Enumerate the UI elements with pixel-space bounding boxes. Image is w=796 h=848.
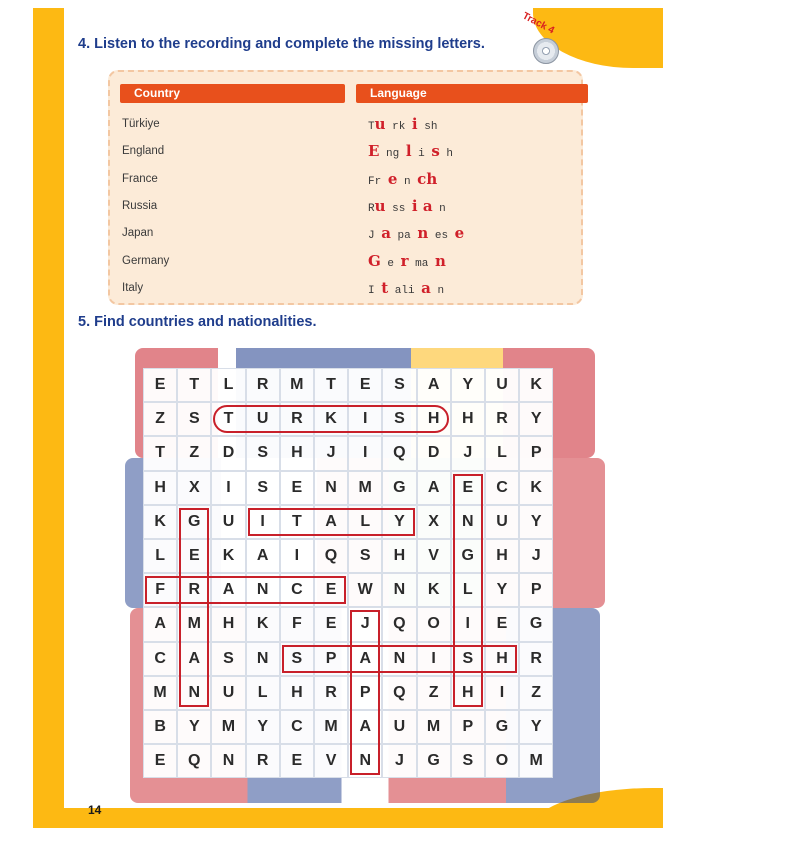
given-letters: i (411, 148, 432, 161)
grid-cell[interactable]: H (143, 471, 177, 505)
grid-cell[interactable]: T (314, 368, 348, 402)
grid-cell[interactable]: L (211, 368, 245, 402)
grid-cell[interactable]: A (143, 607, 177, 641)
page-number: 14 (88, 803, 102, 817)
grid-cell[interactable]: Z (417, 676, 451, 710)
grid-cell[interactable]: K (211, 539, 245, 573)
grid-cell[interactable]: Y (451, 368, 485, 402)
given-letters: sh (417, 121, 438, 133)
grid-cell[interactable]: V (417, 539, 451, 573)
given-letters: Fr (368, 175, 388, 188)
filled-letter: e (454, 224, 465, 243)
grid-cell[interactable]: F (280, 607, 314, 641)
filled-letter: s (431, 142, 440, 161)
grid-cell[interactable]: R (246, 368, 280, 402)
grid-cell[interactable]: N (246, 642, 280, 676)
grid-cell[interactable]: T (177, 368, 211, 402)
grid-cell[interactable]: L (485, 436, 519, 470)
filled-letter: l (405, 142, 412, 161)
filled-letter: t (381, 278, 389, 297)
filled-letter: i (411, 196, 418, 215)
grid-cell[interactable]: K (143, 505, 177, 539)
grid-cell[interactable]: M (519, 744, 553, 778)
grid-cell[interactable]: Q (314, 539, 348, 573)
given-letters: es (428, 230, 455, 243)
filled-letter: i (411, 115, 418, 133)
grid-cell[interactable]: M (314, 710, 348, 744)
grid-cell[interactable]: Q (382, 607, 416, 641)
grid-cell[interactable]: E (177, 539, 211, 573)
grid-cell[interactable]: J (451, 436, 485, 470)
filled-letter: G (368, 251, 381, 270)
grid-cell[interactable]: T (211, 402, 245, 436)
grid-cell[interactable]: I (246, 505, 280, 539)
grid-cell[interactable]: D (417, 436, 451, 470)
grid-cell[interactable]: U (485, 368, 519, 402)
grid-cell[interactable]: E (280, 471, 314, 505)
grid-cell[interactable]: O (417, 607, 451, 641)
grid-cell[interactable]: J (314, 436, 348, 470)
given-letters: n (430, 284, 445, 297)
given-letters: R (368, 202, 375, 215)
grid-cell[interactable]: A (177, 642, 211, 676)
filled-letter: n (434, 251, 446, 270)
grid-cell[interactable]: C (280, 710, 314, 744)
grid-cell[interactable]: N (211, 744, 245, 778)
grid-cell[interactable]: C (280, 573, 314, 607)
grid-cell[interactable]: U (485, 505, 519, 539)
audio-cd-icon[interactable] (533, 38, 559, 64)
grid-cell[interactable]: X (177, 471, 211, 505)
grid-cell[interactable]: N (348, 744, 382, 778)
grid-cell[interactable]: M (211, 710, 245, 744)
grid-cell[interactable]: Z (519, 676, 553, 710)
grid-cell[interactable]: T (143, 436, 177, 470)
grid-cell[interactable]: K (519, 368, 553, 402)
grid-cell[interactable]: G (177, 505, 211, 539)
language-column-header: Language (356, 84, 588, 103)
filled-letter: a (417, 196, 433, 215)
grid-cell[interactable]: R (519, 642, 553, 676)
exercise-5-title: 5. Find countries and nationalities. (78, 314, 317, 330)
grid-cell[interactable]: E (451, 471, 485, 505)
grid-cell[interactable]: E (314, 607, 348, 641)
grid-cell[interactable]: J (382, 744, 416, 778)
grid-cell[interactable]: K (314, 402, 348, 436)
grid-cell[interactable]: P (519, 573, 553, 607)
grid-cell[interactable]: N (246, 573, 280, 607)
given-letters: ma (408, 257, 435, 270)
grid-cell[interactable]: Y (177, 710, 211, 744)
grid-cell[interactable]: A (348, 642, 382, 676)
grid-cell[interactable]: Y (246, 710, 280, 744)
given-letters: ali (388, 284, 422, 297)
grid-cell[interactable]: A (314, 505, 348, 539)
language-answer (368, 142, 453, 160)
textbook-page (33, 8, 663, 828)
grid-cell[interactable]: P (348, 676, 382, 710)
grid-cell[interactable]: A (417, 471, 451, 505)
grid-cell[interactable]: S (177, 402, 211, 436)
grid-cell[interactable]: S (211, 642, 245, 676)
grid-cell[interactable]: N (451, 505, 485, 539)
grid-cell[interactable]: O (485, 744, 519, 778)
country-name: Germany (122, 254, 170, 267)
grid-cell[interactable]: Z (177, 436, 211, 470)
grid-cell[interactable]: U (211, 505, 245, 539)
grid-cell[interactable]: U (211, 676, 245, 710)
grid-cell[interactable]: Q (382, 436, 416, 470)
grid-cell[interactable]: L (246, 676, 280, 710)
grid-cell[interactable]: H (451, 676, 485, 710)
grid-cell[interactable]: H (417, 402, 451, 436)
grid-cell[interactable]: G (485, 710, 519, 744)
country-name: Italy (122, 281, 144, 294)
grid-cell[interactable]: E (485, 607, 519, 641)
grid-cell[interactable]: A (211, 573, 245, 607)
grid-cell[interactable]: Y (382, 505, 416, 539)
language-answer (368, 170, 437, 188)
grid-cell[interactable]: N (177, 676, 211, 710)
given-letters: e (380, 257, 401, 270)
given-letters: h (439, 148, 454, 161)
grid-cell[interactable]: I (417, 642, 451, 676)
grid-cell[interactable]: N (314, 471, 348, 505)
grid-cell[interactable]: Z (143, 402, 177, 436)
grid-cell[interactable]: S (246, 471, 280, 505)
filled-letter: u (374, 115, 386, 133)
language-table (108, 70, 583, 305)
grid-cell[interactable]: M (177, 607, 211, 641)
grid-cell[interactable]: K (519, 471, 553, 505)
language-answer (368, 197, 446, 215)
grid-cell[interactable]: I (280, 539, 314, 573)
grid-cell[interactable]: R (177, 573, 211, 607)
given-letters: J (368, 230, 382, 243)
word-search-grid (143, 368, 553, 778)
grid-cell[interactable]: M (417, 710, 451, 744)
grid-cell[interactable]: R (485, 402, 519, 436)
given-letters: n (432, 202, 446, 215)
grid-cell[interactable]: M (280, 368, 314, 402)
table-row (110, 169, 581, 200)
grid-cell[interactable]: E (280, 744, 314, 778)
grid-cell[interactable]: P (451, 710, 485, 744)
grid-cell[interactable]: K (417, 573, 451, 607)
left-color-band (33, 8, 64, 828)
grid-cell[interactable]: I (348, 402, 382, 436)
grid-cell[interactable]: S (348, 539, 382, 573)
grid-cell[interactable]: P (519, 436, 553, 470)
country-name: Japan (122, 227, 154, 240)
grid-cell[interactable]: K (246, 607, 280, 641)
grid-cell[interactable]: S (451, 642, 485, 676)
given-letters: T (368, 121, 375, 133)
filled-letter: a (421, 278, 431, 297)
grid-cell[interactable]: G (417, 744, 451, 778)
grid-cell[interactable]: H (485, 539, 519, 573)
grid-cell[interactable]: H (485, 642, 519, 676)
country-column-header: Country (120, 84, 345, 103)
grid-cell[interactable]: I (451, 607, 485, 641)
grid-cell[interactable]: X (417, 505, 451, 539)
language-answer (368, 115, 437, 133)
filled-letter: e (387, 169, 398, 188)
grid-cell[interactable]: E (143, 368, 177, 402)
track-label: Track 4 (520, 10, 557, 37)
filled-letter: c (417, 169, 427, 188)
grid-cell[interactable]: S (382, 402, 416, 436)
given-letters: pa (390, 230, 418, 243)
given-letters: n (397, 175, 418, 188)
grid-cell[interactable]: C (143, 642, 177, 676)
filled-letter: h (426, 169, 438, 188)
grid-cell[interactable]: Y (485, 573, 519, 607)
grid-cell[interactable]: D (211, 436, 245, 470)
table-row (110, 278, 581, 309)
grid-cell[interactable]: H (280, 436, 314, 470)
grid-cell[interactable]: N (382, 573, 416, 607)
grid-cell[interactable]: A (246, 539, 280, 573)
grid-cell[interactable]: T (280, 505, 314, 539)
filled-letter: E (368, 142, 380, 161)
grid-cell[interactable]: Y (519, 710, 553, 744)
table-row (110, 251, 581, 282)
grid-cell[interactable]: H (451, 402, 485, 436)
grid-cell[interactable]: C (485, 471, 519, 505)
grid-cell[interactable]: R (314, 676, 348, 710)
given-letters: ng (379, 148, 406, 161)
grid-cell[interactable]: V (314, 744, 348, 778)
grid-cell[interactable]: M (348, 471, 382, 505)
grid-cell[interactable]: Y (519, 402, 553, 436)
table-row (110, 115, 581, 145)
table-row (110, 224, 581, 254)
grid-cell[interactable]: H (280, 676, 314, 710)
grid-cell[interactable]: F (143, 573, 177, 607)
grid-cell[interactable]: H (211, 607, 245, 641)
grid-cell[interactable]: L (348, 505, 382, 539)
country-name: England (122, 145, 165, 158)
filled-letter: r (400, 251, 409, 270)
grid-cell[interactable]: I (211, 471, 245, 505)
filled-letter: a (381, 224, 391, 243)
exercise-4-title: 4. Listen to the recording and complete the missing letters. (78, 36, 485, 52)
grid-cell[interactable]: A (417, 368, 451, 402)
grid-cell[interactable]: G (519, 607, 553, 641)
grid-cell[interactable]: J (519, 539, 553, 573)
grid-cell[interactable]: I (348, 436, 382, 470)
grid-cell[interactable]: S (246, 436, 280, 470)
grid-cell[interactable]: U (382, 710, 416, 744)
grid-cell[interactable]: N (382, 642, 416, 676)
table-row (110, 142, 581, 172)
country-name: Türkiye (122, 118, 160, 130)
filled-letter: n (417, 224, 429, 243)
language-answer (368, 224, 464, 242)
given-letters: rk (385, 121, 412, 133)
grid-cell[interactable]: U (246, 402, 280, 436)
grid-cell[interactable]: B (143, 710, 177, 744)
grid-cell[interactable]: H (382, 539, 416, 573)
grid-cell[interactable]: A (348, 710, 382, 744)
grid-cell[interactable]: Q (382, 676, 416, 710)
grid-cell[interactable]: S (280, 642, 314, 676)
grid-cell[interactable]: M (143, 676, 177, 710)
grid-cell[interactable]: S (451, 744, 485, 778)
country-name: Russia (122, 199, 158, 212)
grid-cell[interactable]: R (280, 402, 314, 436)
grid-cell[interactable]: L (143, 539, 177, 573)
grid-cell[interactable]: E (348, 368, 382, 402)
table-row (110, 196, 581, 227)
given-letters: I (368, 284, 382, 297)
grid-cell[interactable]: J (348, 607, 382, 641)
grid-cell[interactable]: E (143, 744, 177, 778)
language-answer (368, 279, 444, 297)
language-answer (368, 252, 446, 270)
country-name: France (122, 172, 158, 185)
grid-cell[interactable]: W (348, 573, 382, 607)
grid-cell[interactable]: E (314, 573, 348, 607)
grid-cell[interactable]: Y (519, 505, 553, 539)
grid-cell[interactable]: I (485, 676, 519, 710)
grid-cell[interactable]: G (451, 539, 485, 573)
filled-letter: u (374, 196, 386, 215)
grid-cell[interactable]: G (382, 471, 416, 505)
grid-cell[interactable]: S (382, 368, 416, 402)
grid-cell[interactable]: P (314, 642, 348, 676)
grid-cell[interactable]: R (246, 744, 280, 778)
grid-cell[interactable]: Q (177, 744, 211, 778)
given-letters: ss (385, 202, 412, 215)
grid-cell[interactable]: L (451, 573, 485, 607)
